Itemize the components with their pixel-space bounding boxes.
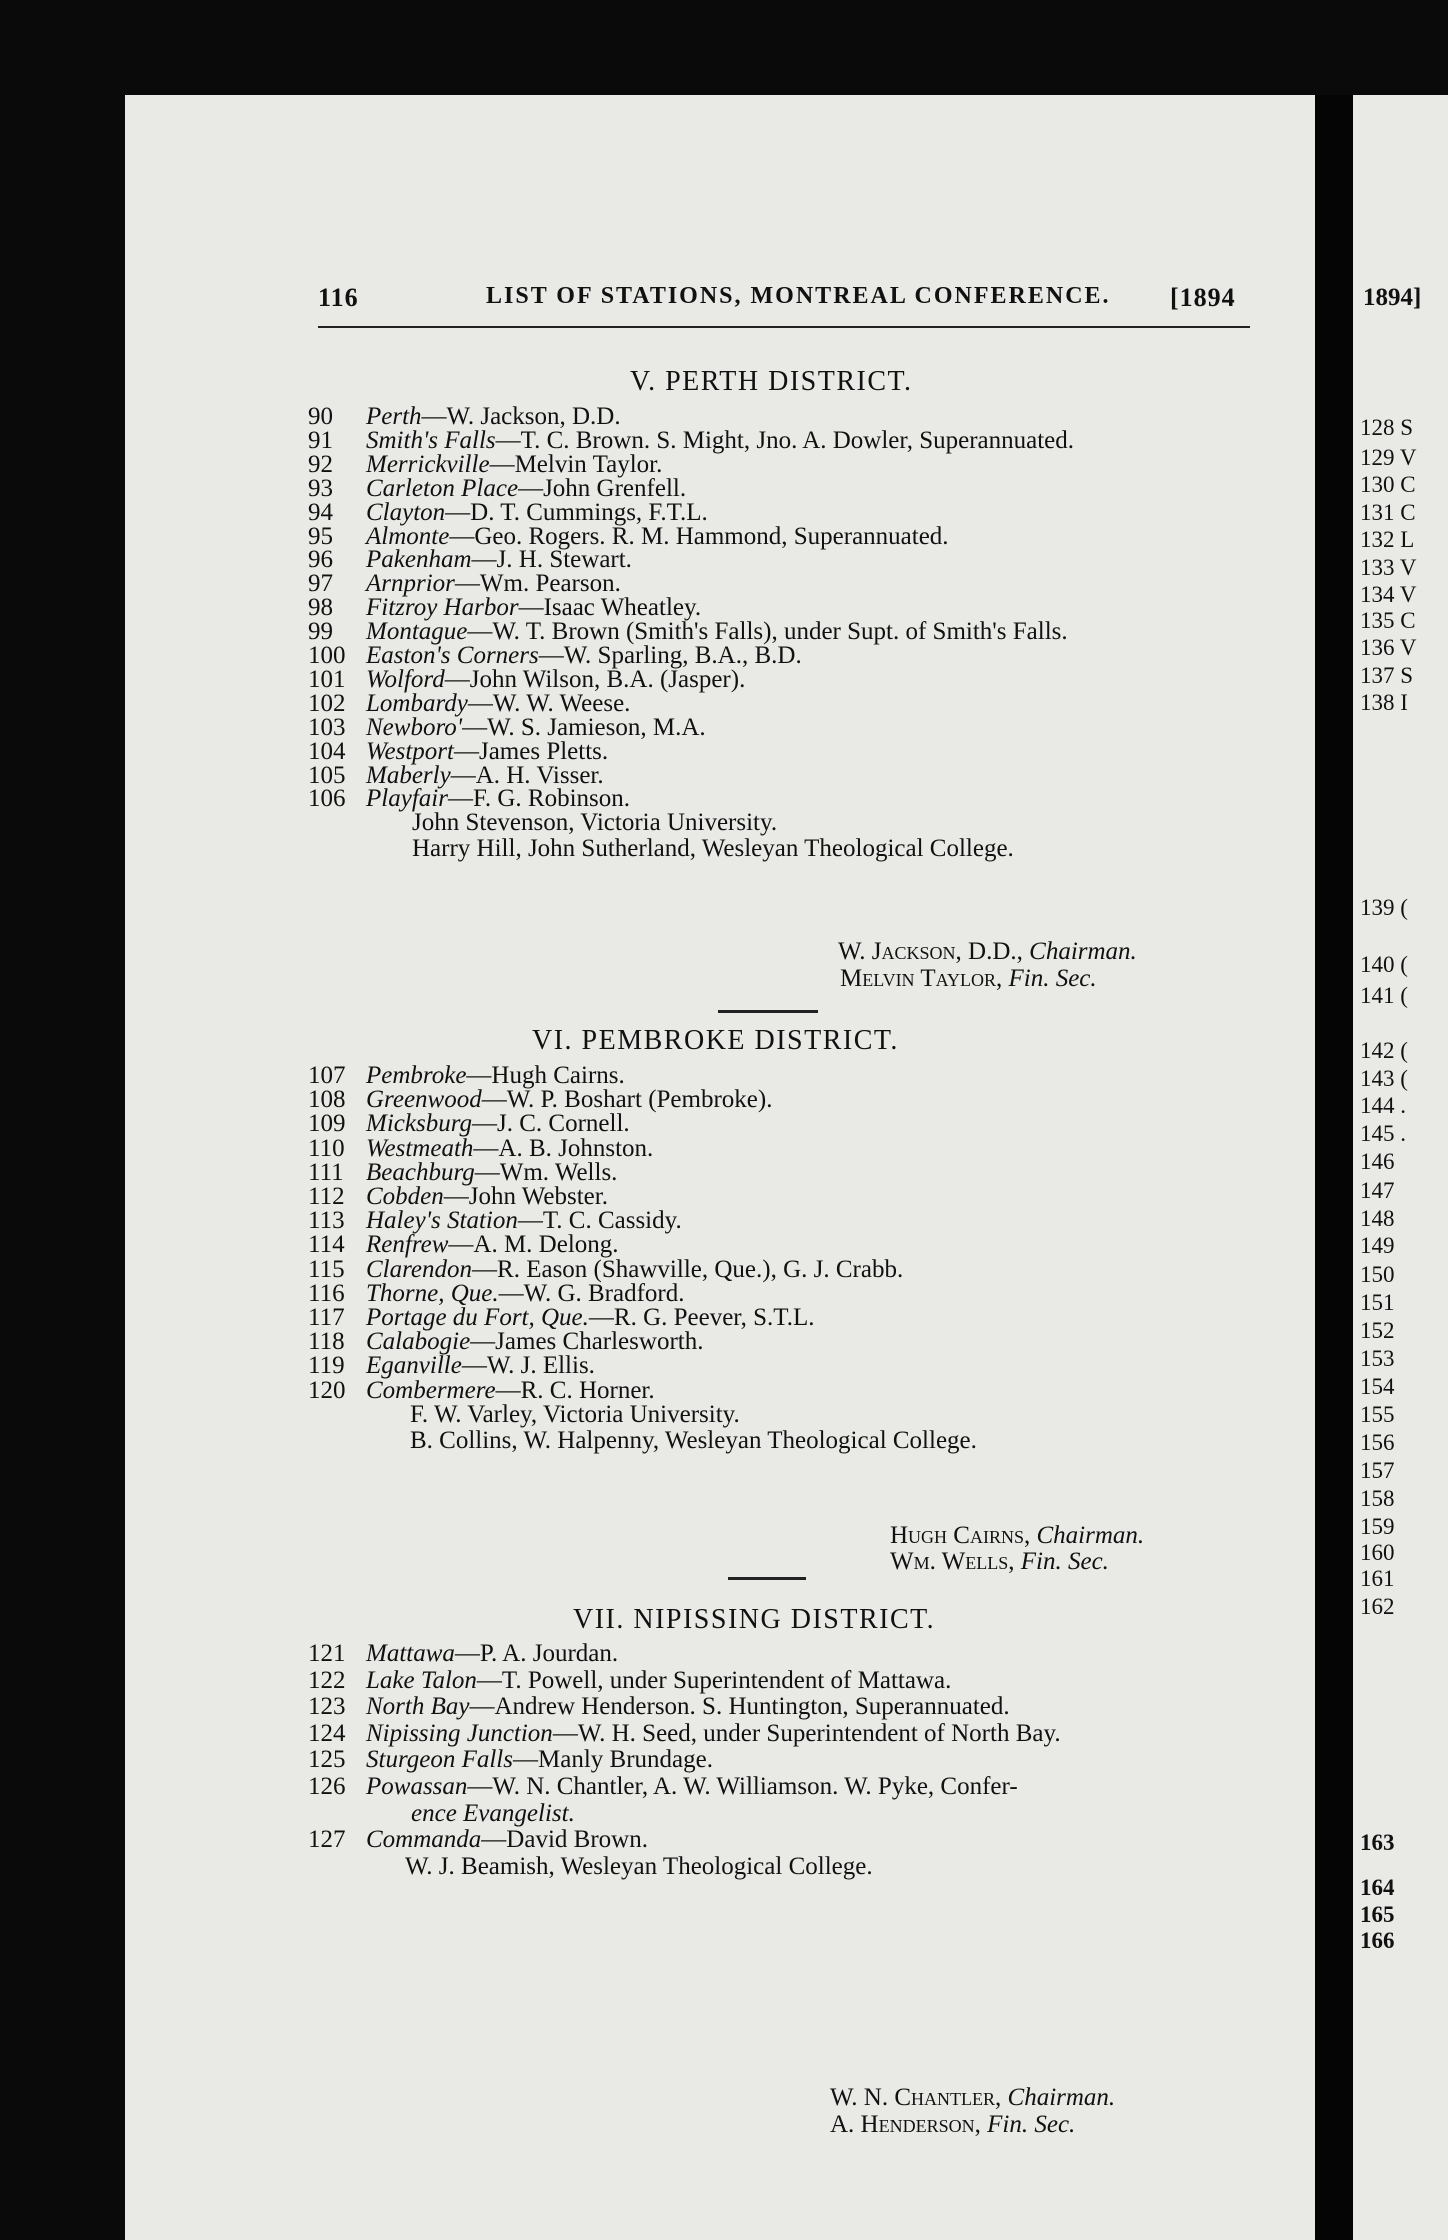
station-row (308, 1800, 575, 1828)
district-signature (890, 1522, 1144, 1550)
right-page-fragment: 144 . (1360, 1093, 1406, 1118)
station-name: Arnprior (366, 570, 455, 598)
station-row (308, 1693, 1010, 1721)
signatory-role: Fin. Sec. (1008, 965, 1097, 992)
station-row (308, 1773, 1018, 1801)
station-number: 118 (308, 1328, 345, 1356)
station-name: Powassan (366, 1773, 468, 1800)
station-name: Pakenham (366, 546, 472, 574)
station-name: Westmeath (366, 1134, 474, 1162)
right-page-fragment: 149 (1360, 1233, 1395, 1258)
station-name: Haley's Station (366, 1207, 518, 1235)
station-name: Micksburg (366, 1110, 472, 1138)
right-page-fragment: 142 ( (1360, 1038, 1408, 1063)
station-name: Almonte (366, 522, 450, 550)
right-page-fragment: 159 (1360, 1514, 1395, 1539)
station-ministers: —Melvin Taylor. (489, 450, 663, 478)
station-ministers: —Isaac Wheatley. (518, 594, 702, 622)
left-page (125, 95, 1315, 2240)
station-ministers: —J. C. Cornell. (472, 1110, 630, 1138)
station-name: Greenwood (366, 1086, 482, 1114)
station-name: Wolford (366, 665, 445, 693)
right-page-fragment: 147 (1360, 1178, 1395, 1203)
station-ministers: —W. P. Boshart (Pembroke). (481, 1086, 773, 1114)
station-row (308, 1720, 1061, 1748)
station-name: Lombardy (366, 689, 468, 717)
station-number: 99 (308, 618, 333, 646)
header-year: [1894 (1170, 283, 1236, 312)
station-number: 120 (308, 1376, 346, 1404)
station-ministers: —T. C. Cassidy. (517, 1207, 682, 1235)
station-ministers: —W. Sparling, B.A., B.D. (538, 642, 802, 669)
station-number: 94 (308, 498, 333, 526)
right-page-fragment: 153 (1360, 1346, 1395, 1371)
station-name: Fitzroy Harbor (366, 594, 519, 622)
right-page-fragment: 130 C (1360, 472, 1416, 497)
station-ministers: —James Charlesworth. (470, 1328, 704, 1356)
right-page-fragment: 143 ( (1360, 1066, 1408, 1091)
district-signature (890, 1548, 1109, 1576)
station-number: 114 (308, 1231, 345, 1259)
station-number: 117 (308, 1304, 345, 1331)
section-separator (718, 1010, 818, 1013)
station-name: Perth (366, 403, 422, 430)
station-ministers: —David Brown. (481, 1826, 648, 1854)
right-page-fragment: 166 (1360, 1928, 1395, 1953)
station-number: 123 (308, 1693, 346, 1721)
station-row (308, 1667, 951, 1695)
station-name: Portage du Fort, Que. (366, 1304, 589, 1331)
signatory-name: A. Henderson, (830, 2111, 981, 2138)
right-page-fragment: 163 (1360, 1830, 1395, 1855)
station-name: Beachburg (366, 1158, 475, 1186)
right-page-fragment: 137 S (1360, 663, 1414, 688)
station-name: North Bay (366, 1693, 470, 1721)
station-number: 125 (308, 1746, 346, 1774)
station-number: 98 (308, 594, 333, 622)
right-page-fragment: 160 (1360, 1540, 1395, 1565)
district-title: VI. PEMBROKE DISTRICT. (532, 1025, 899, 1056)
station-ministers: —T. Powell, under Superintendent of Mattawa. (476, 1666, 952, 1694)
station-number: 113 (308, 1207, 345, 1235)
right-page-fragment: 157 (1360, 1458, 1395, 1483)
right-page-fragment: 135 C (1360, 608, 1416, 633)
station-number: 111 (308, 1158, 344, 1186)
right-page-fragment: 136 V (1360, 635, 1417, 660)
station-name: Commanda (366, 1826, 482, 1854)
station-ministers: —Hugh Cairns. (466, 1062, 625, 1089)
right-page-fragment: 139 ( (1360, 895, 1408, 920)
signatory-name: Hugh Cairns, (890, 1522, 1031, 1549)
station-name: Smith's Falls (366, 426, 496, 454)
signatory-role: Fin. Sec. (987, 2111, 1076, 2138)
station-ministers: —Geo. Rogers. R. M. Hammond, Superannuated. (449, 522, 949, 550)
station-number: 115 (308, 1255, 345, 1283)
station-number: 92 (308, 450, 333, 478)
signatory-name: W. N. Chantler, (830, 2084, 1002, 2111)
station-number: 101 (308, 665, 346, 693)
station-ministers: —R. Eason (Shawville, Que.), G. J. Crabb. (472, 1255, 904, 1283)
station-ministers: —P. A. Jourdan. (454, 1640, 619, 1667)
station-ministers: —D. T. Cummings, F.T.L. (445, 498, 708, 526)
station-ministers: —Wm. Pearson. (454, 570, 621, 598)
district-signature (838, 938, 1137, 966)
signatory-name: Melvin Taylor, (840, 965, 1003, 992)
station-number: 116 (308, 1279, 345, 1307)
right-page-fragment: 131 C (1360, 500, 1416, 525)
station-row (308, 1826, 648, 1854)
station-ministers: —John Webster. (443, 1183, 608, 1210)
station-number: 107 (308, 1062, 346, 1089)
station-ministers: —R. G. Peever, S.T.L. (588, 1304, 815, 1331)
station-number: 119 (308, 1352, 345, 1380)
station-ministers: —T. C. Brown. S. Might, Jno. A. Dowler, Superannuated. (495, 426, 1075, 454)
district-note: B. Collins, W. Halpenny, Wesleyan Theological College. (410, 1427, 977, 1454)
station-row (308, 1640, 618, 1668)
station-number: 105 (308, 761, 346, 789)
right-page-fragment: 129 V (1360, 445, 1417, 470)
station-ministers: —W. Jackson, D.D. (421, 403, 621, 430)
right-page-fragment: 155 (1360, 1402, 1395, 1427)
book-gutter (1315, 95, 1353, 2240)
station-name: ence Evangelist. (411, 1799, 575, 1827)
station-ministers: —James Pletts. (453, 737, 609, 765)
station-name: Newboro' (366, 713, 463, 741)
right-page-fragment: 158 (1360, 1486, 1395, 1511)
station-name: Thorne, Que. (366, 1279, 499, 1307)
signatory-role: Chairman. (1007, 2084, 1116, 2111)
running-title: LIST OF STATIONS, MONTREAL CONFERENCE. (486, 283, 1111, 309)
station-ministers: —J. H. Stewart. (471, 546, 632, 574)
station-number: 93 (308, 474, 333, 502)
right-page-fragment: 165 (1360, 1902, 1395, 1927)
district-signature (830, 2111, 1075, 2139)
right-page-fragment: 128 S (1360, 415, 1414, 440)
page-number: 116 (318, 283, 359, 312)
station-ministers: —Andrew Henderson. S. Huntington, Superannuated. (469, 1693, 1010, 1721)
station-ministers: —John Grenfell. (518, 474, 687, 502)
station-number: 122 (308, 1666, 346, 1694)
station-ministers: —W. J. Ellis. (461, 1352, 595, 1380)
right-page-fragment: 148 (1360, 1206, 1395, 1231)
station-number: 104 (308, 737, 346, 765)
header-rule (318, 326, 1250, 328)
station-name: Pembroke (366, 1062, 467, 1089)
station-number: 106 (308, 785, 346, 813)
station-number: 102 (308, 689, 346, 717)
signatory-name: W. Jackson, D.D., (838, 938, 1023, 965)
right-page-fragment: 138 I (1360, 690, 1408, 715)
district-title: V. PERTH DISTRICT. (630, 366, 913, 397)
station-ministers: —W. H. Seed, under Superintendent of North Bay. (552, 1719, 1061, 1747)
right-page-fragment: 146 (1360, 1149, 1395, 1174)
signatory-role: Chairman. (1036, 1522, 1145, 1549)
station-ministers: —W. W. Weese. (467, 689, 631, 717)
station-ministers: —A. H. Visser. (450, 761, 604, 789)
section-separator (728, 1577, 806, 1580)
station-ministers: —F. G. Robinson. (447, 785, 630, 813)
right-page-fragment: 145 . (1360, 1121, 1406, 1146)
station-name: Sturgeon Falls (366, 1746, 513, 1774)
station-ministers: —A. B. Johnston. (473, 1134, 654, 1162)
station-ministers: —W. N. Chantler, A. W. Williamson. W. Pyke, Confer- (467, 1773, 1018, 1800)
station-number: 96 (308, 546, 333, 574)
station-ministers: —John Wilson, B.A. (Jasper). (444, 665, 746, 693)
district-note: W. J. Beamish, Wesleyan Theological College. (405, 1852, 873, 1880)
station-ministers: —R. C. Horner. (495, 1376, 655, 1404)
right-page-fragment: 152 (1360, 1318, 1395, 1343)
station-row (308, 1746, 713, 1774)
station-name: Carleton Place (366, 474, 519, 502)
station-number: 108 (308, 1086, 346, 1114)
right-page-fragment: 154 (1360, 1374, 1395, 1399)
right-page-fragment: 132 L (1360, 527, 1415, 552)
station-ministers: —Manly Brundage. (513, 1746, 713, 1774)
station-name: Easton's Corners (366, 642, 539, 669)
station-name: Eganville (366, 1352, 462, 1380)
right-page-fragment: 150 (1360, 1262, 1395, 1287)
station-number: 126 (308, 1773, 346, 1800)
station-name: Mattawa (366, 1640, 455, 1667)
station-number: 90 (308, 403, 333, 430)
station-ministers: —W. G. Bradford. (498, 1279, 685, 1307)
district-signature (830, 2084, 1115, 2112)
station-number: 95 (308, 522, 333, 550)
district-signature (840, 965, 1097, 993)
station-name: Clayton (366, 498, 446, 526)
right-page-fragment: 140 ( (1360, 952, 1408, 977)
right-page-year: 1894] (1363, 284, 1422, 311)
station-number: 91 (308, 426, 333, 454)
station-name: Renfrew (366, 1231, 449, 1259)
station-name: Lake Talon (366, 1666, 477, 1694)
station-name: Clarendon (366, 1255, 473, 1283)
signatory-role: Chairman. (1029, 938, 1137, 965)
right-page-fragment: 141 ( (1360, 983, 1408, 1008)
station-number: 110 (308, 1134, 345, 1162)
station-name: Westport (366, 737, 454, 765)
station-ministers: —W. T. Brown (Smith's Falls), under Supt. of Smith's Falls. (467, 618, 1068, 646)
station-number: 121 (308, 1640, 346, 1667)
station-name: Playfair (366, 785, 448, 813)
district-note: John Stevenson, Victoria University. (412, 809, 778, 837)
right-page-fragment: 151 (1360, 1290, 1395, 1315)
right-page (1353, 95, 1448, 2240)
district-note: F. W. Varley, Victoria University. (410, 1400, 740, 1428)
station-name: Cobden (366, 1183, 444, 1210)
station-number: 97 (308, 570, 333, 598)
district-note: Harry Hill, John Sutherland, Wesleyan Theological College. (412, 835, 1014, 863)
station-name: Maberly (366, 761, 451, 789)
signatory-role: Fin. Sec. (1020, 1548, 1109, 1575)
right-page-fragment: 164 (1360, 1875, 1395, 1900)
station-name: Nipissing Junction (366, 1719, 553, 1747)
station-number: 109 (308, 1110, 346, 1138)
station-name: Montague (366, 618, 468, 646)
station-ministers: —A. M. Delong. (448, 1231, 619, 1259)
station-number: 100 (308, 642, 346, 669)
right-page-fragment: 133 V (1360, 555, 1417, 580)
right-page-fragment: 162 (1360, 1594, 1395, 1619)
signatory-name: Wm. Wells, (890, 1548, 1015, 1575)
right-page-fragment: 134 V (1360, 582, 1417, 607)
right-page-fragment: 161 (1360, 1566, 1395, 1591)
station-number: 103 (308, 713, 346, 741)
station-ministers: —Wm. Wells. (474, 1158, 618, 1186)
station-number: 124 (308, 1719, 346, 1747)
station-name: Combermere (366, 1376, 496, 1404)
station-number: 112 (308, 1183, 345, 1210)
station-name: Calabogie (366, 1328, 471, 1356)
station-name: Merrickville (366, 450, 490, 478)
station-ministers: —W. S. Jamieson, M.A. (462, 713, 706, 741)
district-title: VII. NIPISSING DISTRICT. (573, 1604, 936, 1635)
right-page-fragment: 156 (1360, 1430, 1395, 1455)
station-number: 127 (308, 1826, 346, 1854)
